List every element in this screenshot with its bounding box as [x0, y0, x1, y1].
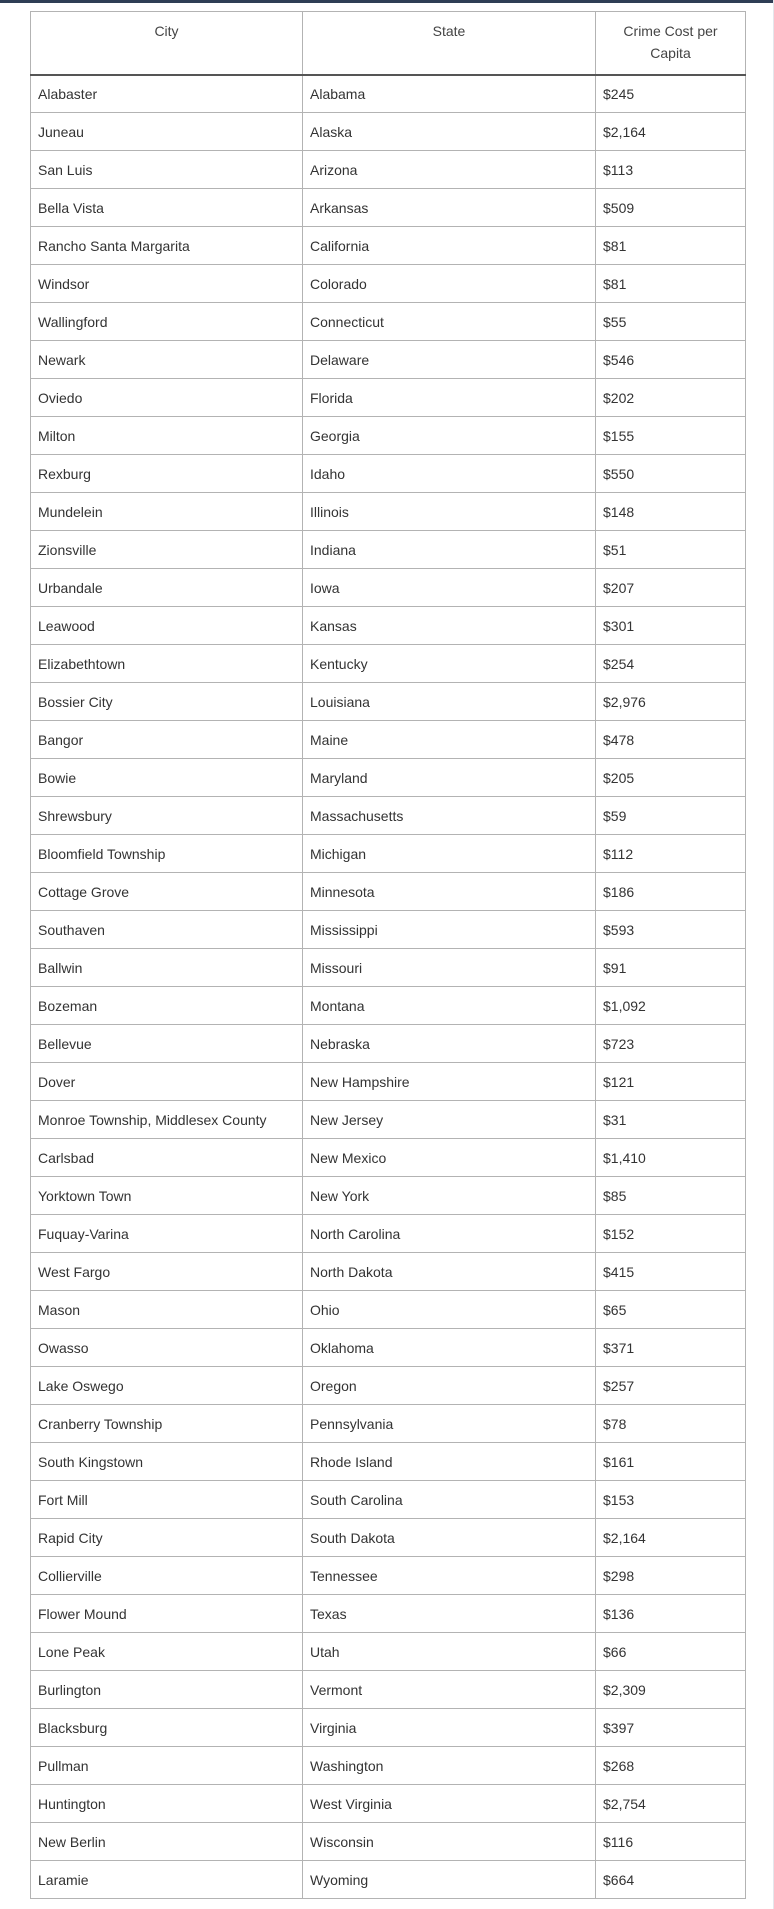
state-cell: Connecticut [303, 303, 596, 341]
state-cell: South Carolina [303, 1481, 596, 1519]
city-cell: Elizabethtown [31, 645, 303, 683]
table-row [31, 911, 746, 949]
state-cell: Kentucky [303, 645, 596, 683]
table-row [31, 113, 746, 151]
crime-cost-cell: $397 [596, 1709, 746, 1747]
table-row [31, 75, 746, 113]
table-row [31, 1747, 746, 1785]
table-row [31, 493, 746, 531]
table-row [31, 835, 746, 873]
table-row [31, 1025, 746, 1063]
crime-cost-cell: $205 [596, 759, 746, 797]
table-row [31, 1671, 746, 1709]
state-cell: South Dakota [303, 1519, 596, 1557]
city-cell: Laramie [31, 1861, 303, 1899]
city-cell: Urbandale [31, 569, 303, 607]
crime-cost-cell: $112 [596, 835, 746, 873]
table-row [31, 1291, 746, 1329]
crime-cost-cell: $91 [596, 949, 746, 987]
state-cell: Tennessee [303, 1557, 596, 1595]
crime-cost-cell: $78 [596, 1405, 746, 1443]
state-cell: Minnesota [303, 873, 596, 911]
table-row [31, 1861, 746, 1899]
table-row [31, 759, 746, 797]
city-cell: Fort Mill [31, 1481, 303, 1519]
crime-cost-cell: $2,976 [596, 683, 746, 721]
state-cell: Oregon [303, 1367, 596, 1405]
state-cell: Louisiana [303, 683, 596, 721]
state-cell: Alaska [303, 113, 596, 151]
city-cell: Huntington [31, 1785, 303, 1823]
table-row [31, 683, 746, 721]
table-body [31, 75, 746, 1899]
table-row [31, 1101, 746, 1139]
state-cell: West Virginia [303, 1785, 596, 1823]
crime-cost-cell: $1,092 [596, 987, 746, 1025]
city-cell: Windsor [31, 265, 303, 303]
state-cell: Wyoming [303, 1861, 596, 1899]
city-cell: Oviedo [31, 379, 303, 417]
table-row [31, 455, 746, 493]
city-cell: Fuquay-Varina [31, 1215, 303, 1253]
crime-cost-cell: $245 [596, 75, 746, 113]
table-row [31, 303, 746, 341]
city-cell: San Luis [31, 151, 303, 189]
crime-cost-cell: $155 [596, 417, 746, 455]
state-cell: Pennsylvania [303, 1405, 596, 1443]
city-cell: Lake Oswego [31, 1367, 303, 1405]
city-cell: Blacksburg [31, 1709, 303, 1747]
city-cell: Bella Vista [31, 189, 303, 227]
table-row [31, 1139, 746, 1177]
table-row [31, 645, 746, 683]
city-cell: Southaven [31, 911, 303, 949]
table-header-row [31, 12, 746, 75]
state-cell: Alabama [303, 75, 596, 113]
city-cell: Milton [31, 417, 303, 455]
city-cell: New Berlin [31, 1823, 303, 1861]
city-cell: Alabaster [31, 75, 303, 113]
crime-cost-cell: $136 [596, 1595, 746, 1633]
table-row [31, 1405, 746, 1443]
city-cell: Cranberry Township [31, 1405, 303, 1443]
table-row [31, 1481, 746, 1519]
crime-cost-cell: $59 [596, 797, 746, 835]
crime-cost-cell: $66 [596, 1633, 746, 1671]
crime-cost-cell: $371 [596, 1329, 746, 1367]
state-cell: Massachusetts [303, 797, 596, 835]
table-row [31, 1443, 746, 1481]
table-row [31, 1063, 746, 1101]
state-cell: Nebraska [303, 1025, 596, 1063]
crime-cost-cell: $546 [596, 341, 746, 379]
city-cell: Rapid City [31, 1519, 303, 1557]
city-cell: Zionsville [31, 531, 303, 569]
crime-cost-cell: $268 [596, 1747, 746, 1785]
city-cell: Bloomfield Township [31, 835, 303, 873]
city-cell: Pullman [31, 1747, 303, 1785]
table-row [31, 1595, 746, 1633]
crime-cost-cell: $593 [596, 911, 746, 949]
crime-cost-cell: $116 [596, 1823, 746, 1861]
crime-cost-cell: $152 [596, 1215, 746, 1253]
city-cell: Rexburg [31, 455, 303, 493]
city-cell: West Fargo [31, 1253, 303, 1291]
state-cell: New Jersey [303, 1101, 596, 1139]
state-cell: Vermont [303, 1671, 596, 1709]
crime-cost-cell: $254 [596, 645, 746, 683]
state-cell: Texas [303, 1595, 596, 1633]
table-row [31, 1785, 746, 1823]
table-row [31, 569, 746, 607]
city-cell: Leawood [31, 607, 303, 645]
city-cell: South Kingstown [31, 1443, 303, 1481]
crime-cost-cell: $2,754 [596, 1785, 746, 1823]
state-cell: California [303, 227, 596, 265]
state-cell: Ohio [303, 1291, 596, 1329]
city-cell: Shrewsbury [31, 797, 303, 835]
city-cell: Cottage Grove [31, 873, 303, 911]
column-header-crime-cost: Crime Cost per Capita [596, 12, 746, 75]
state-cell: Delaware [303, 341, 596, 379]
city-cell: Lone Peak [31, 1633, 303, 1671]
state-cell: Georgia [303, 417, 596, 455]
crime-cost-cell: $415 [596, 1253, 746, 1291]
table-row [31, 227, 746, 265]
crime-cost-cell: $550 [596, 455, 746, 493]
city-cell: Wallingford [31, 303, 303, 341]
table-row [31, 151, 746, 189]
city-cell: Bozeman [31, 987, 303, 1025]
table-row [31, 531, 746, 569]
table-row [31, 873, 746, 911]
city-cell: Juneau [31, 113, 303, 151]
city-cell: Bellevue [31, 1025, 303, 1063]
state-cell: Montana [303, 987, 596, 1025]
state-cell: Iowa [303, 569, 596, 607]
state-cell: Oklahoma [303, 1329, 596, 1367]
city-cell: Bowie [31, 759, 303, 797]
table-row [31, 1329, 746, 1367]
state-cell: Arkansas [303, 189, 596, 227]
city-cell: Rancho Santa Margarita [31, 227, 303, 265]
city-cell: Bangor [31, 721, 303, 759]
city-cell: Carlsbad [31, 1139, 303, 1177]
city-cell: Ballwin [31, 949, 303, 987]
crime-cost-cell: $298 [596, 1557, 746, 1595]
state-cell: Michigan [303, 835, 596, 873]
state-cell: Kansas [303, 607, 596, 645]
column-header-city: City [31, 12, 303, 75]
crime-cost-cell: $153 [596, 1481, 746, 1519]
city-cell: Newark [31, 341, 303, 379]
crime-cost-cell: $85 [596, 1177, 746, 1215]
table-row [31, 341, 746, 379]
crime-cost-cell: $81 [596, 227, 746, 265]
crime-cost-cell: $186 [596, 873, 746, 911]
crime-cost-cell: $81 [596, 265, 746, 303]
city-cell: Bossier City [31, 683, 303, 721]
crime-cost-cell: $723 [596, 1025, 746, 1063]
crime-cost-cell: $2,164 [596, 113, 746, 151]
state-cell: New Mexico [303, 1139, 596, 1177]
state-cell: New Hampshire [303, 1063, 596, 1101]
city-cell: Collierville [31, 1557, 303, 1595]
table-row [31, 721, 746, 759]
state-cell: Idaho [303, 455, 596, 493]
crime-cost-cell: $509 [596, 189, 746, 227]
crime-cost-cell: $2,164 [596, 1519, 746, 1557]
table-row [31, 987, 746, 1025]
crime-cost-cell: $55 [596, 303, 746, 341]
state-cell: Arizona [303, 151, 596, 189]
table-row [31, 1519, 746, 1557]
state-cell: Virginia [303, 1709, 596, 1747]
state-cell: Maine [303, 721, 596, 759]
table-row [31, 949, 746, 987]
city-cell: Mundelein [31, 493, 303, 531]
state-cell: Missouri [303, 949, 596, 987]
table-row [31, 607, 746, 645]
state-cell: Utah [303, 1633, 596, 1671]
crime-cost-cell: $2,309 [596, 1671, 746, 1709]
crime-cost-cell: $257 [596, 1367, 746, 1405]
page-top-rule [0, 0, 774, 3]
crime-cost-cell: $301 [596, 607, 746, 645]
city-cell: Flower Mound [31, 1595, 303, 1633]
table-row [31, 1709, 746, 1747]
crime-cost-cell: $207 [596, 569, 746, 607]
table-row [31, 417, 746, 455]
table-row [31, 379, 746, 417]
state-cell: Colorado [303, 265, 596, 303]
state-cell: Indiana [303, 531, 596, 569]
state-cell: Illinois [303, 493, 596, 531]
state-cell: Maryland [303, 759, 596, 797]
crime-cost-cell: $51 [596, 531, 746, 569]
state-cell: Florida [303, 379, 596, 417]
table-row [31, 797, 746, 835]
crime-cost-cell: $113 [596, 151, 746, 189]
crime-cost-cell: $148 [596, 493, 746, 531]
crime-cost-cell: $664 [596, 1861, 746, 1899]
city-cell: Dover [31, 1063, 303, 1101]
state-cell: North Carolina [303, 1215, 596, 1253]
table-row [31, 189, 746, 227]
city-cell: Owasso [31, 1329, 303, 1367]
crime-cost-cell: $121 [596, 1063, 746, 1101]
city-cell: Yorktown Town [31, 1177, 303, 1215]
table-row [31, 1253, 746, 1291]
city-cell: Mason [31, 1291, 303, 1329]
city-cell: Monroe Township, Middlesex County [31, 1101, 303, 1139]
crime-cost-cell: $31 [596, 1101, 746, 1139]
table-row [31, 1557, 746, 1595]
city-cell: Burlington [31, 1671, 303, 1709]
crime-cost-cell: $478 [596, 721, 746, 759]
state-cell: Washington [303, 1747, 596, 1785]
state-cell: Mississippi [303, 911, 596, 949]
table-row [31, 1367, 746, 1405]
crime-cost-table [30, 11, 746, 1899]
crime-cost-cell: $65 [596, 1291, 746, 1329]
table-row [31, 265, 746, 303]
state-cell: Wisconsin [303, 1823, 596, 1861]
table-row [31, 1823, 746, 1861]
state-cell: Rhode Island [303, 1443, 596, 1481]
table-row [31, 1633, 746, 1671]
crime-cost-cell: $161 [596, 1443, 746, 1481]
state-cell: New York [303, 1177, 596, 1215]
crime-cost-cell: $1,410 [596, 1139, 746, 1177]
table-row [31, 1177, 746, 1215]
state-cell: North Dakota [303, 1253, 596, 1291]
table-row [31, 1215, 746, 1253]
crime-cost-cell: $202 [596, 379, 746, 417]
column-header-state: State [303, 12, 596, 75]
